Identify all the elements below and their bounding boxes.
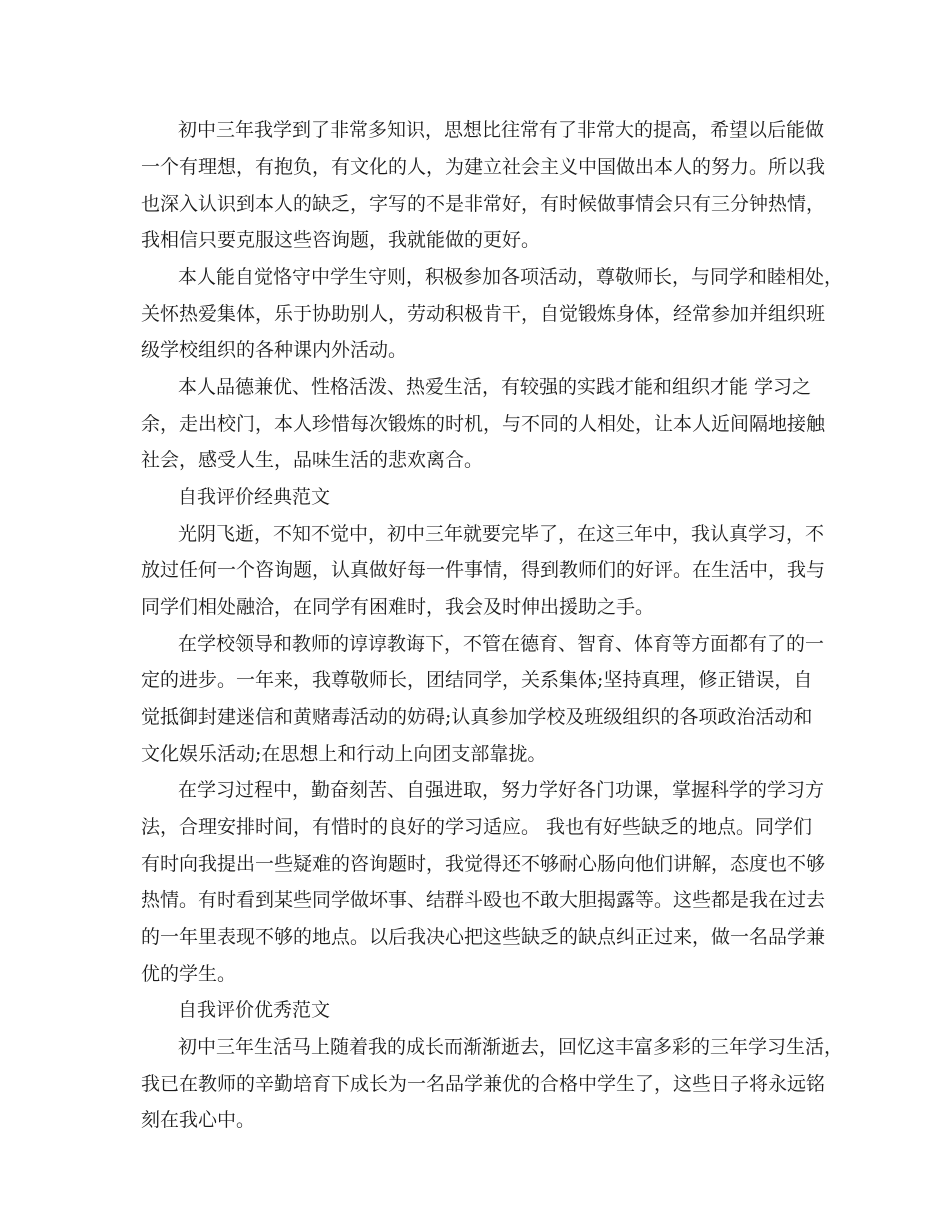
text-line: 有时向我提出一些疑难的咨询题时，我觉得还不够耐心肠向他们讲解，态度也不够 (141, 853, 826, 875)
text-line: 一个有理想，有抱负，有文化的人，为建立社会主义中国做出本人的努力。所以我 (141, 156, 826, 178)
text-line: 本人品德兼优、性格活泼、热爱生活，有较强的实践才能和组织才能 学习之 (178, 376, 812, 398)
section-heading-classic: 自我评价经典范文 (178, 486, 331, 508)
text-line: 关怀热爱集体，乐于协助别人，劳动积极肯干，自觉锻炼身体，经常参加并组织班 (141, 303, 826, 325)
text-line: 放过任何一个咨询题，认真做好每一件事情，得到教师们的好评。在生活中，我与 (141, 559, 826, 581)
text-line: 刻在我心中。 (141, 1109, 256, 1131)
text-line: 文化娱乐活动;在思想上和行动上向团支部靠拢。 (141, 743, 547, 765)
text-line: 余，走出校门，本人珍惜每次锻炼的时机，与不同的人相处，让本人近间隔地接触 (141, 413, 826, 435)
text-line: 光阴飞逝，不知不觉中，初中三年就要完毕了，在这三年中，我认真学习，不 (178, 523, 825, 545)
text-line: 同学们相处融洽，在同学有困难时，我会及时伸出援助之手。 (141, 596, 655, 618)
text-line: 初中三年我学到了非常多知识，思想比往常有了非常大的提高，希望以后能做 (178, 119, 825, 141)
text-line: 在学校领导和教师的谆谆教诲下，不管在德育、智育、体育等方面都有了的一 (178, 633, 825, 655)
text-line: 级学校组织的各种课内外活动。 (141, 339, 408, 361)
text-line: 也深入认识到本人的缺乏，字写的不是非常好，有时候做事情会只有三分钟热情， (141, 193, 826, 215)
text-line: 我已在教师的辛勤培育下成长为一名品学兼优的合格中学生了，这些日子将永远铭 (141, 1073, 826, 1095)
text-line: 我相信只要克服这些咨询题，我就能做的更好。 (141, 229, 541, 251)
section-heading-excellent: 自我评价优秀范文 (178, 999, 331, 1021)
text-line: 初中三年生活马上随着我的成长而渐渐逝去，回忆这丰富多彩的三年学习生活， (178, 1036, 844, 1058)
text-line: 本人能自觉恪守中学生守则，积极参加各项活动，尊敬师长，与同学和睦相处， (178, 266, 844, 288)
text-line: 觉抵御封建迷信和黄赌毒活动的妨碍;认真参加学校及班级组织的各项政治活动和 (141, 706, 813, 728)
text-line: 的一年里表现不够的地点。以后我决心把这些缺乏的缺点纠正过来，做一名品学兼 (141, 926, 826, 948)
text-line: 热情。有时看到某些同学做坏事、结群斗殴也不敢大胆揭露等。这些都是我在过去 (141, 889, 826, 911)
text-line: 社会，感受人生，品味生活的悲欢离合。 (141, 449, 484, 471)
text-line: 优的学生。 (141, 963, 237, 985)
text-line: 法，合理安排时间，有惜时的良好的学习适应。 我也有好些缺乏的地点。同学们 (141, 816, 813, 838)
text-line: 定的进步。一年来，我尊敬师长，团结同学，关系集体;坚持真理，修正错误，自 (141, 669, 813, 691)
text-line: 在学习过程中，勤奋刻苦、自强进取，努力学好各门功课，掌握科学的学习方 (178, 779, 825, 801)
